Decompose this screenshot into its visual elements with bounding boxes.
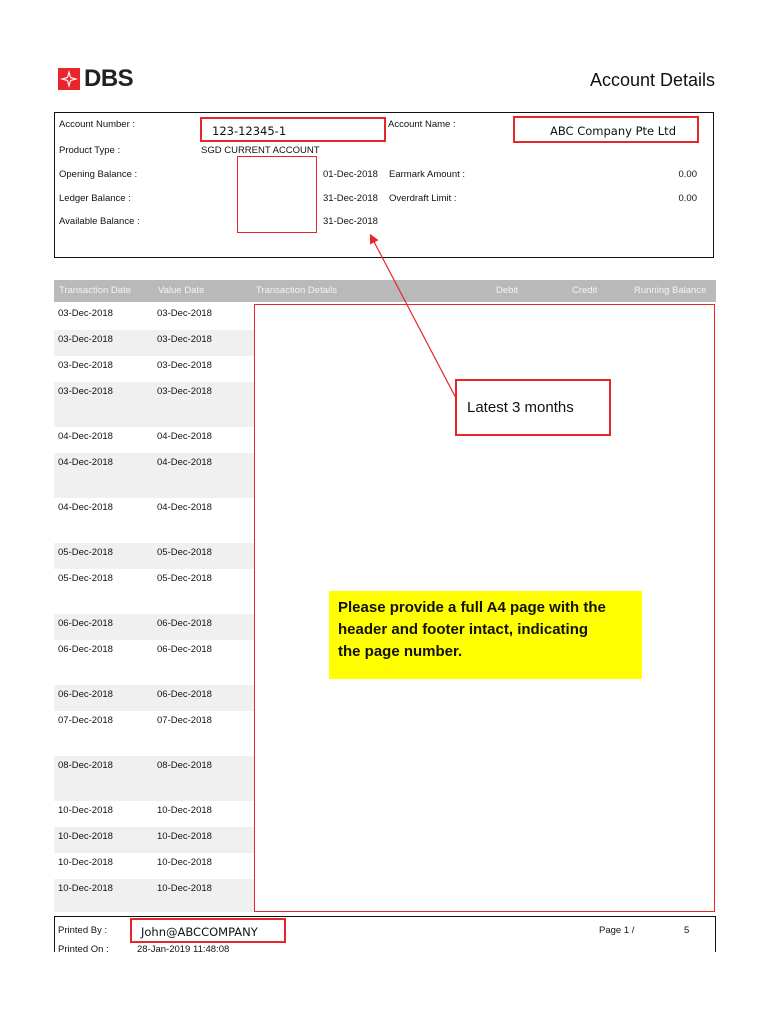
note-line-1: Please provide a full A4 page with the (338, 599, 606, 616)
col-debit: Debit (496, 285, 519, 296)
product-type-label: Product Type : (59, 145, 121, 156)
table-row (54, 543, 254, 569)
table-row (54, 330, 254, 356)
transaction-date-cell: 08-Dec-2018 (58, 760, 113, 771)
value-date-cell: 03-Dec-2018 (157, 386, 212, 397)
ledger-balance-label: Ledger Balance : (59, 193, 131, 204)
table-row (54, 801, 254, 827)
callout-text: Latest 3 months (467, 399, 574, 416)
transaction-date-cell: 03-Dec-2018 (58, 334, 113, 345)
transaction-date-cell: 03-Dec-2018 (58, 308, 113, 319)
value-date-cell: 10-Dec-2018 (157, 805, 212, 816)
table-row (54, 614, 254, 640)
page-total: 5 (684, 925, 690, 936)
value-date-cell: 06-Dec-2018 (157, 644, 212, 655)
transaction-date-cell: 07-Dec-2018 (58, 715, 113, 726)
table-row (54, 640, 254, 685)
value-date-cell: 07-Dec-2018 (157, 715, 212, 726)
transaction-date-cell: 03-Dec-2018 (58, 386, 113, 397)
table-row (54, 427, 254, 453)
table-row (54, 711, 254, 756)
col-running-balance: Running Balance (634, 285, 707, 296)
overdraft-limit-value: 0.00 (678, 193, 697, 204)
transaction-date-cell: 10-Dec-2018 (58, 883, 113, 894)
available-balance-label: Available Balance : (59, 216, 140, 227)
table-row (54, 453, 254, 498)
transaction-date-cell: 04-Dec-2018 (58, 502, 113, 513)
value-date-cell: 04-Dec-2018 (157, 431, 212, 442)
page-title: Account Details (589, 70, 715, 90)
transaction-date-cell: 10-Dec-2018 (58, 857, 113, 868)
value-date-cell: 04-Dec-2018 (157, 502, 212, 513)
col-transaction-date: Transaction Date (59, 285, 131, 296)
table-row (54, 827, 254, 853)
account-number-highlight (200, 117, 386, 142)
value-date-cell: 03-Dec-2018 (157, 334, 212, 345)
col-credit: Credit (572, 285, 598, 296)
printed-on-label: Printed On : (58, 944, 109, 952)
product-type-value: SGD CURRENT ACCOUNT (201, 145, 320, 156)
available-balance-date: 31-Dec-2018 (323, 216, 378, 227)
account-number-label: Account Number : (59, 119, 136, 130)
value-date-cell: 10-Dec-2018 (157, 857, 212, 868)
printed-by-value: John@ABCCOMPANY (141, 925, 258, 939)
dbs-star-icon (58, 68, 80, 90)
account-number-value: 123-12345-1 (212, 124, 287, 138)
transaction-date-cell: 03-Dec-2018 (58, 360, 113, 371)
value-date-cell: 08-Dec-2018 (157, 760, 212, 771)
transaction-date-cell: 06-Dec-2018 (58, 618, 113, 629)
bank-logo (58, 66, 133, 92)
account-name-label: Account Name : (388, 119, 456, 130)
latest-3-months-callout (455, 379, 611, 436)
table-row (54, 879, 254, 912)
table-row (54, 382, 254, 427)
instruction-note (329, 591, 642, 679)
transaction-date-cell: 05-Dec-2018 (58, 547, 113, 558)
table-row (54, 685, 254, 711)
value-date-cell: 10-Dec-2018 (157, 883, 212, 894)
col-transaction-details: Transaction Details (256, 285, 337, 296)
transaction-date-cell: 10-Dec-2018 (58, 805, 113, 816)
opening-balance-date: 01-Dec-2018 (323, 169, 378, 180)
transaction-date-cell: 10-Dec-2018 (58, 831, 113, 842)
transaction-table-header (54, 280, 716, 302)
table-row (54, 498, 254, 543)
balances-masked-box (237, 156, 317, 233)
transaction-date-cell: 06-Dec-2018 (58, 644, 113, 655)
col-value-date: Value Date (158, 285, 205, 296)
table-row (54, 853, 254, 879)
value-date-cell: 03-Dec-2018 (157, 308, 212, 319)
value-date-cell: 06-Dec-2018 (157, 618, 212, 629)
ledger-balance-date: 31-Dec-2018 (323, 193, 378, 204)
printed-by-highlight (130, 918, 286, 943)
printed-by-label: Printed By : (58, 925, 108, 936)
note-line-3: the page number. (338, 643, 463, 660)
account-name-value: ABC Company Pte Ltd (550, 124, 676, 138)
table-row (54, 356, 254, 382)
earmark-amount-label: Earmark Amount : (389, 169, 466, 180)
page-label: Page 1 / (599, 925, 635, 936)
account-name-highlight (513, 116, 699, 143)
transaction-date-cell: 04-Dec-2018 (58, 431, 113, 442)
value-date-cell: 06-Dec-2018 (157, 689, 212, 700)
bank-name: DBS (84, 65, 134, 92)
transaction-date-cell: 06-Dec-2018 (58, 689, 113, 700)
table-row (54, 756, 254, 801)
transaction-date-cell: 05-Dec-2018 (58, 573, 113, 584)
value-date-cell: 04-Dec-2018 (157, 457, 212, 468)
value-date-cell: 03-Dec-2018 (157, 360, 212, 371)
printed-on-value: 28-Jan-2019 11:48:08 (137, 944, 230, 952)
table-row (54, 304, 254, 330)
table-row (54, 569, 254, 614)
earmark-amount-value: 0.00 (678, 169, 697, 180)
value-date-cell: 05-Dec-2018 (157, 547, 212, 558)
opening-balance-label: Opening Balance : (59, 169, 138, 180)
transaction-date-cell: 04-Dec-2018 (58, 457, 113, 468)
note-line-2: header and footer intact, indicating (338, 621, 589, 638)
value-date-cell: 10-Dec-2018 (157, 831, 212, 842)
value-date-cell: 05-Dec-2018 (157, 573, 212, 584)
overdraft-limit-label: Overdraft Limit : (389, 193, 457, 204)
